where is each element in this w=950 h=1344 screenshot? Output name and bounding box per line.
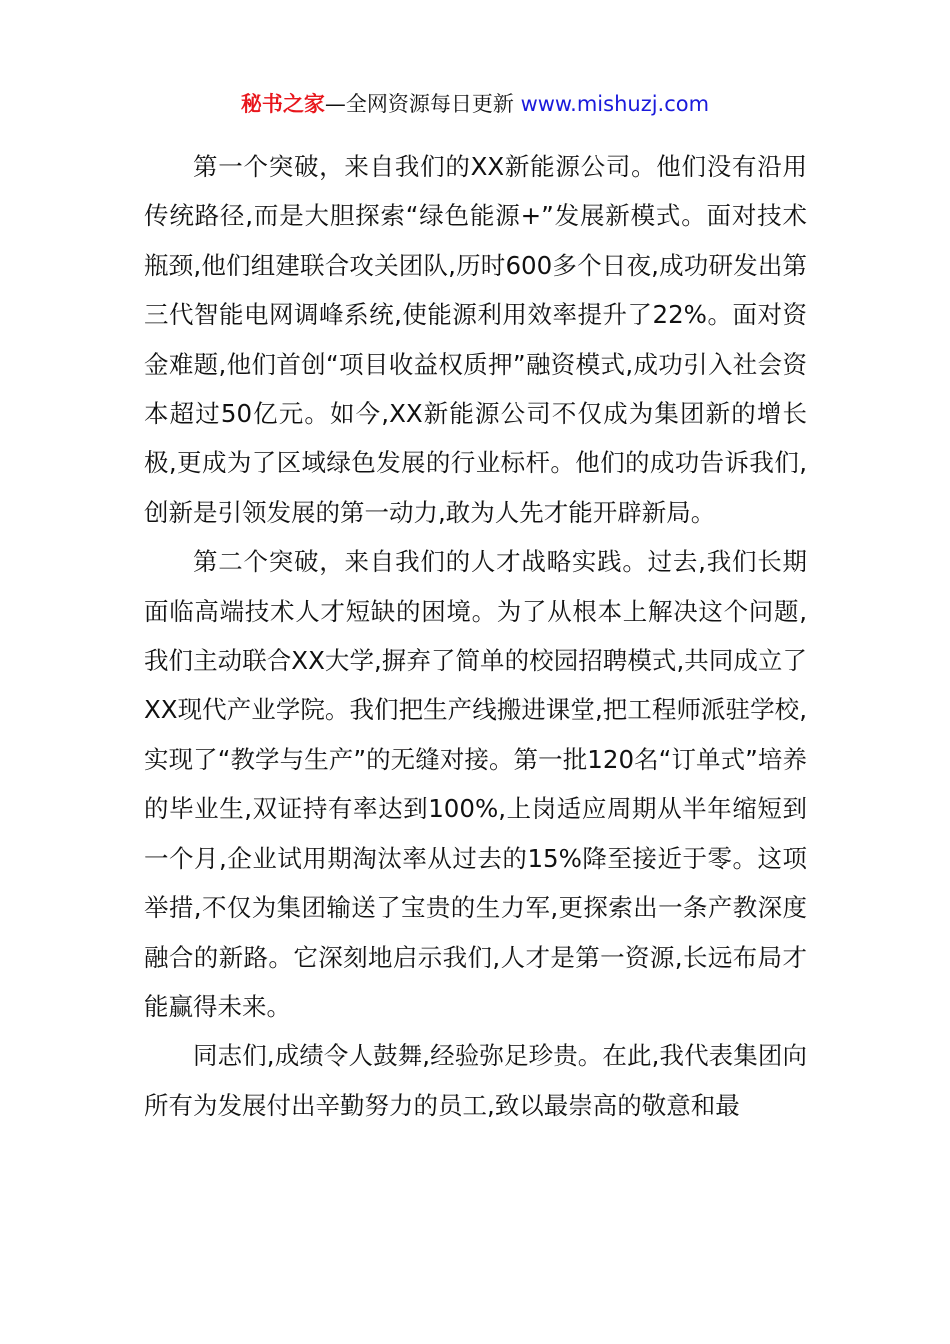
document-body bbox=[144, 142, 807, 1130]
paragraph: 第一个突破，来自我们的XX新能源公司。他们没有沿用传统路径,而是大胆探索“绿色能源+”发展新模式。面对技术瓶颈,他们组建联合攻关团队,历时600多个日夜,成功研发出第三代智能电网调峰系统,使能源利用效率提升了22%。面对资金难题,他们首创“项目收益权质押”融资模式,成功引入社会资本超过50亿元。如今,XX新能源公司不仅成为集团新的增长极,更成为了区域绿色发展的行业标杆。他们的成功告诉我们,创新是引领发展的第一动力,敢为人先才能开辟新局。 bbox=[144, 152, 807, 527]
site-brand: 秘书之家 bbox=[240, 92, 325, 116]
paragraph: 同志们,成绩令人鼓舞,经验弥足珍贵。在此,我代表集团向所有为发展付出辛勤努力的员工,致以最崇高的敬意和最 bbox=[144, 1041, 807, 1120]
site-url[interactable]: www.mishuzj.com bbox=[520, 92, 710, 116]
paragraph: 第二个突破，来自我们的人才战略实践。过去,我们长期面临高端技术人才短缺的困境。为了从根本上解决这个问题,我们主动联合XX大学,摒弃了简单的校园招聘模式,共同成立了XX现代产业学院。我们把生产线搬进课堂,把工程师派驻学校,实现了“教学与生产”的无缝对接。第一批120名“订单式”培养的毕业生,双证持有率达到100%,上岗适应周期从半年缩短到一个月,企业试用期淘汰率从过去的15%降至接近于零。这项举措,不仅为集团输送了宝贵的生力军,更探索出一条产教深度融合的新路。它深刻地启示我们,人才是第一资源,长远布局才能赢得未来。 bbox=[144, 547, 807, 1021]
site-tagline: —全网资源每日更新 bbox=[324, 92, 521, 116]
site-header bbox=[0, 88, 950, 120]
